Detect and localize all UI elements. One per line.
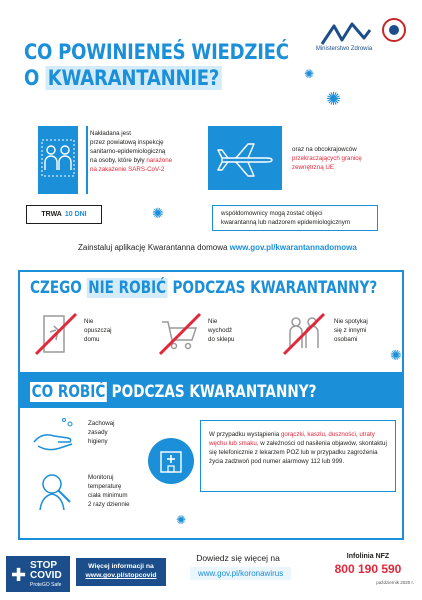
virus-icon: ✺ xyxy=(390,347,402,363)
title-highlight: KWARANTANNIE? xyxy=(45,66,222,90)
install-app-link[interactable]: www.gov.pl/kwarantannadomowa xyxy=(229,243,357,252)
stop-covid-logo: ✚ STOP COVID ProteGO Safe xyxy=(6,556,70,592)
plus-icon: ✚ xyxy=(11,565,27,585)
airplane-icon xyxy=(208,126,282,190)
dont-item-3: Nie spotykaj się z innymi osobami xyxy=(334,318,368,343)
hospital-icon xyxy=(148,438,194,484)
info-right-text: oraz na obcokrajowców przekraczających granicę zewnętrzną UE xyxy=(292,146,362,171)
plane-icon-box xyxy=(208,126,282,190)
people-icon-box xyxy=(38,126,78,194)
virus-icon: ✺ xyxy=(176,513,187,527)
thermometer-icon xyxy=(30,470,80,514)
sanepid-logo-icon xyxy=(382,18,406,42)
do-hygiene: Zachowaj zasady higieny xyxy=(88,420,115,445)
cohabitants-note: współdomownicy mogą zostać objęci kwarantanną lub nadzorem epidemiologicznym xyxy=(212,205,378,231)
hospital-icon-circle xyxy=(148,438,194,484)
dont-section-title: CZEGO NIE ROBIĆ PODCZAS KWARANTANNY? xyxy=(30,278,378,298)
virus-icon: ✺ xyxy=(326,89,342,109)
do-section-title: CO ROBIĆ PODCZAS KWARANTANNY? xyxy=(31,382,317,402)
door-icon xyxy=(34,312,78,356)
people-meeting-icon xyxy=(282,312,326,356)
dont-item-2: Nie wychodź do sklepu xyxy=(208,318,235,343)
install-app-line: Zainstaluj aplikację Kwarantanna domowa www.gov.pl/kwarantannadomowa xyxy=(78,243,357,252)
duration-badge: TRWA 10 DNI xyxy=(26,205,102,224)
stopcovid-link[interactable]: www.gov.pl/stopcovid xyxy=(85,572,157,580)
people-icon xyxy=(38,126,78,194)
stopcovid-info-box: Więcej informacji na www.gov.pl/stopcovid xyxy=(76,558,166,586)
virus-icon: ✺ xyxy=(304,67,315,81)
info-left-text: Nakładana jest przez powiatową inspekcję sanitarno-epidemiologiczną na osoby, które były narażone na zakażenie SARS-CoV-2 xyxy=(90,130,173,173)
page-title-line2: O KWARANTANNIE? xyxy=(24,66,222,90)
dont-item-1: Nie opuszczaj domu xyxy=(84,318,112,343)
symptoms-note: W przypadku wystąpienia gorączki, kaszlu, duszności, utraty węchu lub smaku, w zależności od nasilenia objawów, skontaktuj się telefonicznie z lekarzem POZ lub w przypadku zagrożenia życia zadzwoń pod numer alarmowy 112 lub 999. xyxy=(200,420,396,492)
divider xyxy=(86,126,88,194)
ministry-label: Ministerstwo Zdrowia xyxy=(315,46,373,52)
page-title-line1: CO POWINIENEŚ WIEDZIEĆ xyxy=(24,40,289,64)
shopping-cart-icon xyxy=(158,312,202,356)
hotline-number[interactable]: 800 190 590 xyxy=(334,562,402,576)
virus-icon: ✺ xyxy=(152,205,164,221)
handwashing-icon xyxy=(30,416,80,456)
koronawirus-info: Dowiedz się więcej na www.gov.pl/koronawirus xyxy=(190,553,286,580)
koronawirus-link[interactable]: www.gov.pl/koronawirus xyxy=(190,567,291,580)
do-temperature: Monitoruj temperaturę ciała minimum 2 razy dziennie xyxy=(88,474,130,508)
nfz-hotline: Infolinia NFZ 800 190 590 październik 2020 r. xyxy=(322,553,414,585)
